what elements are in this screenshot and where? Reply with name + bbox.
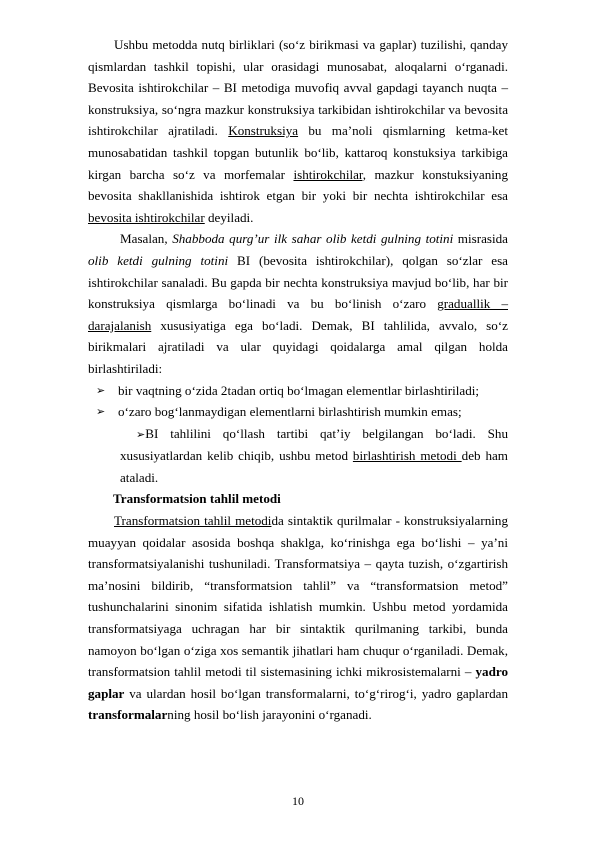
text-run: deyiladi. <box>204 209 254 225</box>
example-phrase: olib ketdi gulning totini <box>88 252 229 268</box>
list-item <box>88 401 508 423</box>
paragraph-intro <box>88 34 508 228</box>
term-transformatsion-metod: Transformatsion tahlil metodi <box>114 513 272 529</box>
text-run: ning hosil bo‘lish jarayonini o‘rganadi. <box>167 707 372 723</box>
example-verse: Shabboda qurg’ur ilk sahar olib ketdi gulning totini <box>172 231 454 247</box>
text-run: va ulardan hosil bo‘lgan transformalarni, to‘g‘rirog‘i, yadro gaplardan <box>124 685 508 701</box>
text-run: BI (bevosita ishtirokchilar), qolgan so‘zlar esa ishtirokchilar sanaladi. Bu gapda bir nechta konstruksiya mavjud bo‘lib, har bir konstruksiya qismlarga bo‘linadi va bu bo‘linish o‘zaro <box>88 252 508 312</box>
text-run: BI tahlilini qo‘llash tartibi qat’iy belgilangan bo‘ladi. Shu xususiyatlardan kelib chiqib, ushbu metod <box>120 425 508 464</box>
paragraph-example <box>88 228 508 379</box>
text-run: deb ham ataladi. <box>120 448 508 485</box>
text-run: misrasida <box>453 231 508 247</box>
list-item-text: o‘zaro bog‘lanmaydigan elementlarni birlashtirish mumkin emas; <box>118 404 462 420</box>
list-item-text <box>120 423 508 489</box>
term-yadro-gaplar: yadro gaplar <box>88 664 508 701</box>
text-run: bu ma’noli qismlarning ketma-ket munosabatidan tashkil topgan butunlik bo‘lib, kattaroq konstuksiya tarkibiga kirgan barcha so‘z va morfemalar <box>88 123 508 182</box>
term-konstruksiya: Konstruksiya <box>228 123 299 139</box>
list-item <box>88 380 508 402</box>
text-run: mazkur konstuksiyaning bevosita shakllanishida ishtirok etgan bir yoki bir nechta ishtirokchilar esa <box>88 166 508 204</box>
list-item-text: bir vaqtning o‘zida 2tadan ortiq bo‘lmagan elementlar birlashtiriladi; <box>118 382 480 398</box>
paragraph-transformation <box>88 510 508 726</box>
text-run: Ushbu metodda nutq birliklari (so‘z birikmasi va gaplar) tuzilishi, qanday qismlardan tashkil topishi, ular orasidagi munosabat, aloqalarni o‘rganadi. Bevosita ishtirokchilar – BI metodiga muvofiq avval gapdagi tayanch nuqta – konstruksiya, so‘ngra mazkur konstruksiya tarkibidan ishtirokchilar va bevosita ishtirokchilar ajratiladi. <box>88 37 508 139</box>
text-run: Masalan, <box>120 231 173 247</box>
term-graduallik: graduallik –darajalanish <box>88 296 509 333</box>
arrow-bullet-icon: ➢ <box>96 383 106 397</box>
document-page <box>88 34 508 726</box>
term-ishtirokchilar: ishtirokchilar, <box>293 166 367 182</box>
term-bevosita-ishtirokchilar: bevosita ishtirokchilar <box>88 209 205 225</box>
text-run: xususiyatiga ega bo‘ladi. Demak, BI tahlilida, avvalo, so‘z birikmalari ajratiladi va ular quyidagi qoidalarga amal qilgan holda birlashtiriladi: <box>88 317 508 376</box>
term-transformalar: transformalar <box>88 707 168 723</box>
section-heading: Transformatsion tahlil metodi <box>113 491 281 507</box>
list-item <box>88 423 508 489</box>
term-birlashtirish-metodi: birlashtirish metodi <box>352 448 462 464</box>
page-number: 10 <box>292 794 304 808</box>
text-run: da sintaktik qurilmalar - konstruksiyalarning muayyan qoidalar asosida boshqa shaklga, ko‘rinishga ega bo‘lishi – ya’ni transformatsiyalanishi tushuniladi. Transformatsiya – qayta tuzish, o‘zgartirish ma’nosini bildirib, “transformatsion tahlil” va “transformatsion metod” tushunchalarini sinonim sifatida ishlatish mumkin. Ushbu metod yordamida transformatsiyaga uchragan har bir sintaktik qurilmaning tarkibi, bunda namoyon bo‘lgan o‘ziga xos semantik jihatlari ham chuqur o‘rganiladi. Demak, transformatsion tahlil metodi til sistemasining ichki mikrosistemalarni – <box>88 513 508 680</box>
arrow-bullet-icon: ➢ <box>96 405 106 419</box>
arrow-bullet-icon: ➢ <box>136 427 146 441</box>
